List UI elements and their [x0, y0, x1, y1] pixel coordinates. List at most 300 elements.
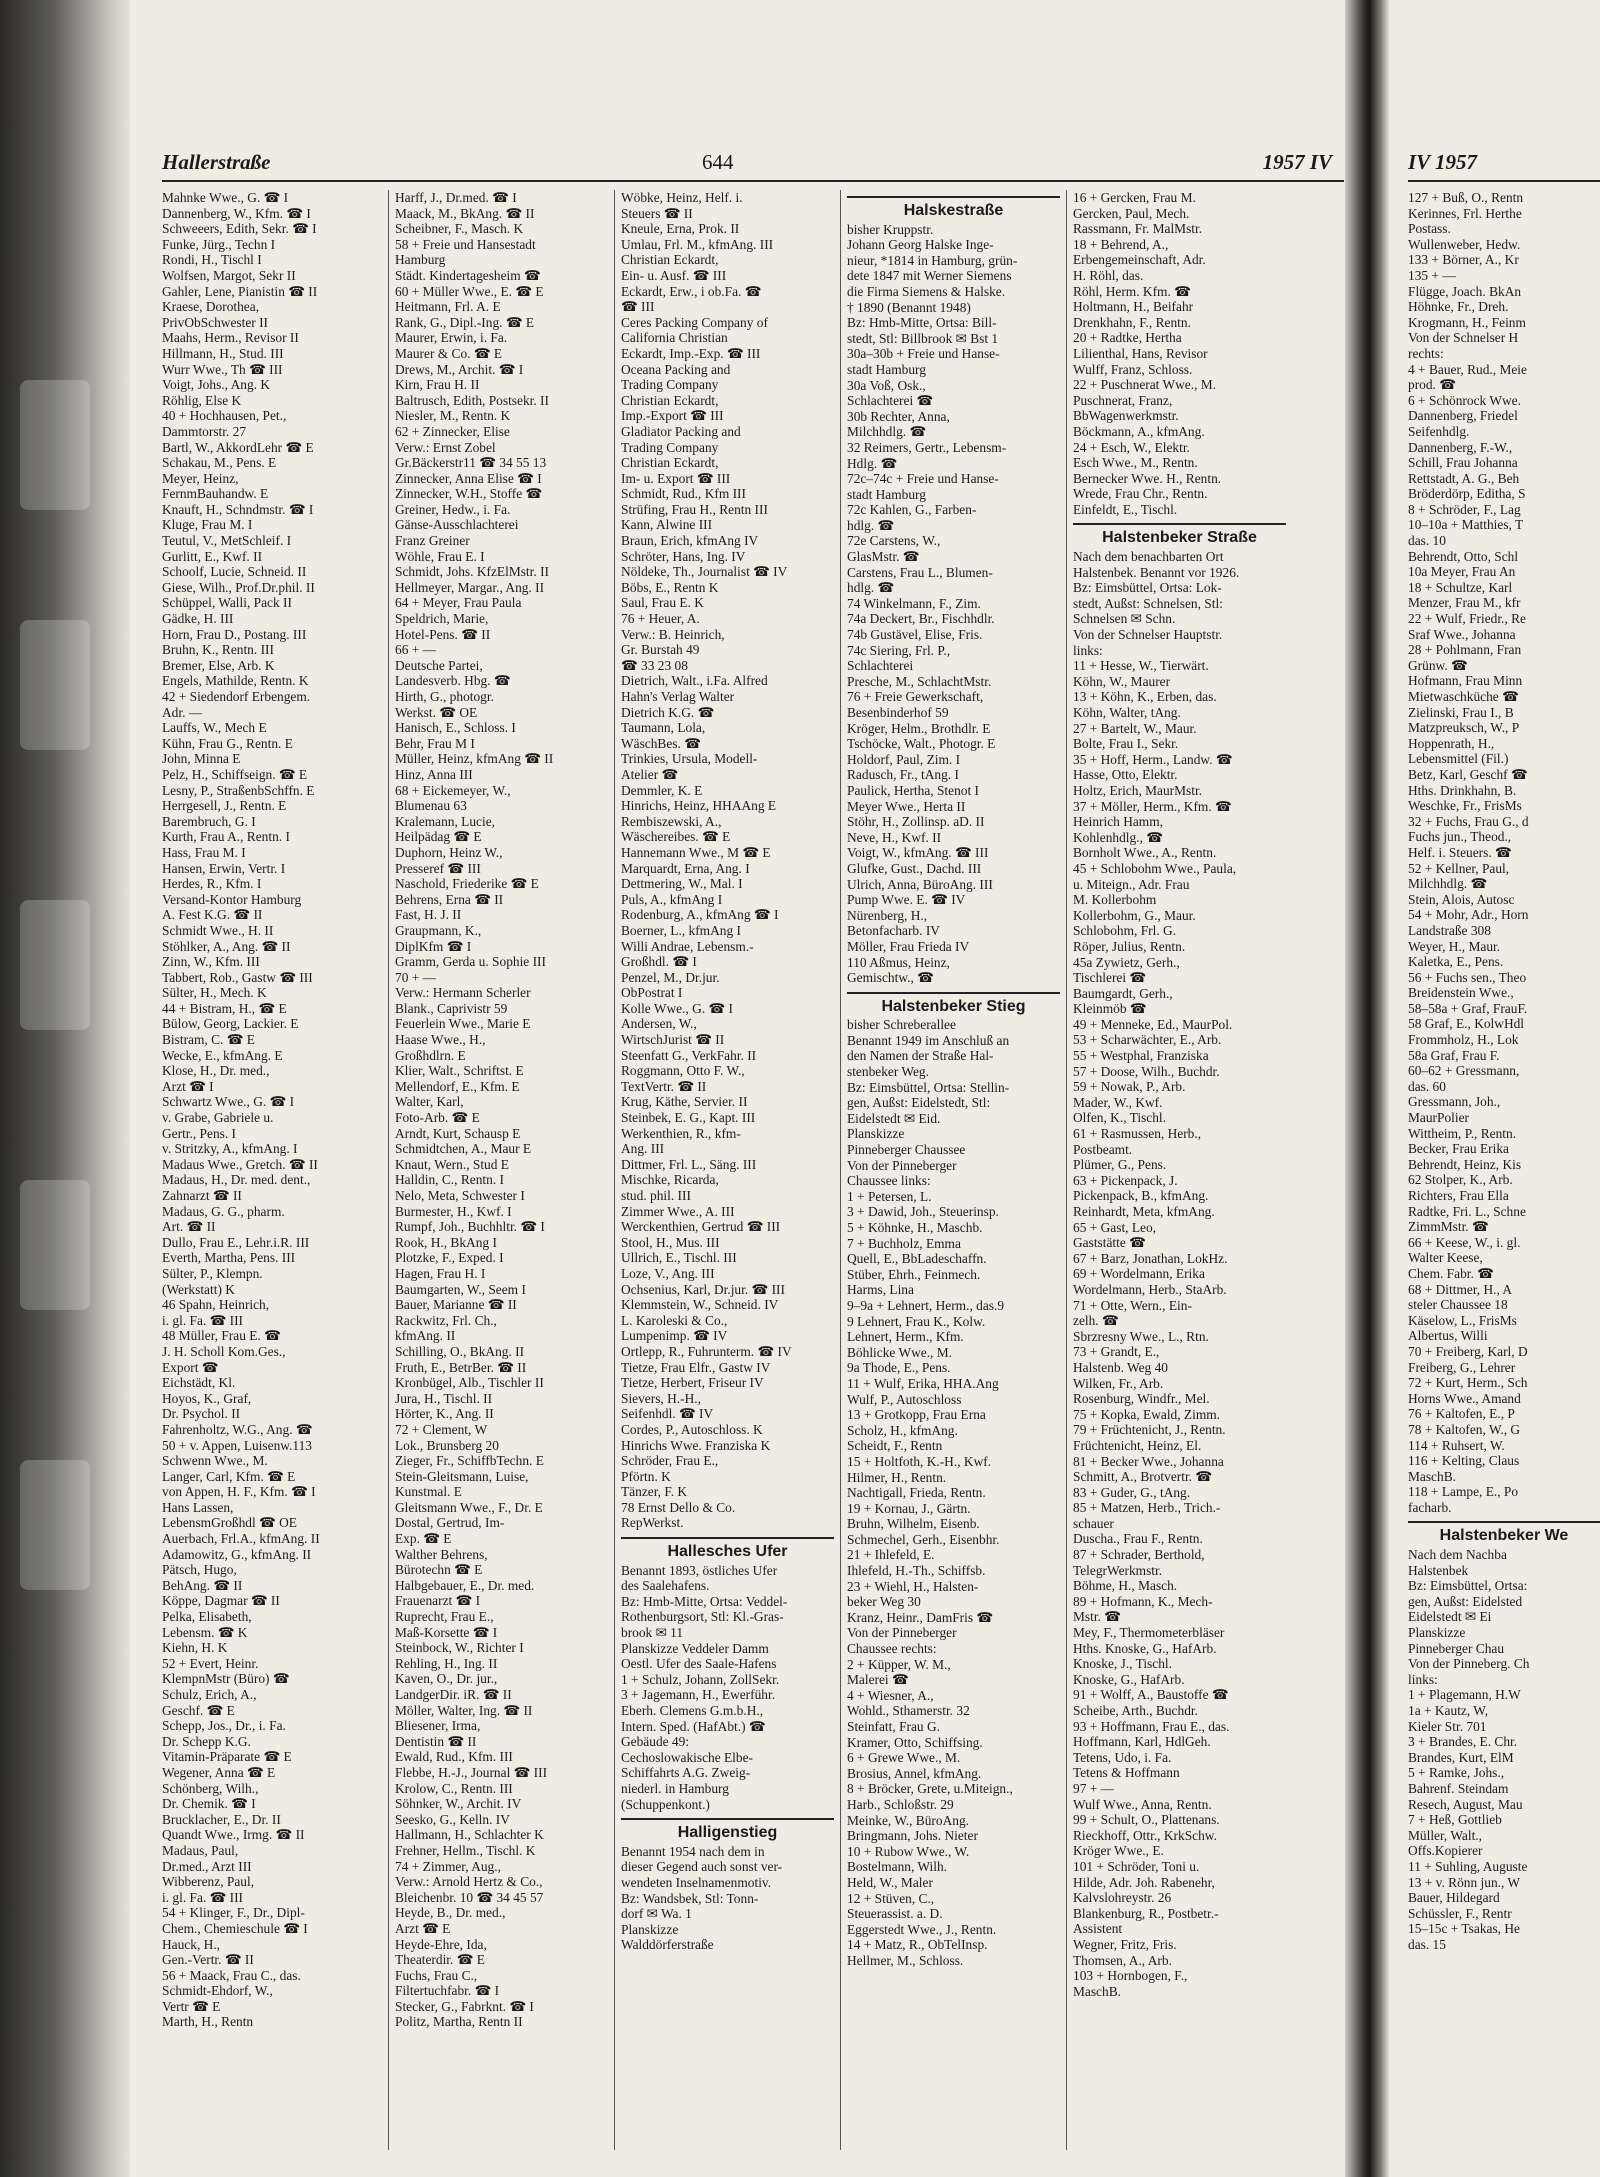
directory-entry-line: Bleichenbr. 10 ☎ 34 45 57 [395, 1889, 544, 1905]
directory-entry-line: Dostal, Gertrud, Im- [395, 1515, 505, 1531]
page-number: 644 [702, 150, 734, 174]
directory-entry-line: Hauck, H., [162, 1936, 221, 1952]
directory-entry-line: Gurlitt, E., Kwf. II [162, 548, 263, 564]
directory-entry-line: Gädke, H. III [162, 611, 234, 627]
directory-entry-line: Braun, Erich, kfmAng IV [621, 533, 759, 549]
directory-entry-line: Greiner, Hedw., i. Fa. [395, 501, 511, 517]
directory-entry-line: Lebensmittel (Fil.) [1408, 751, 1509, 767]
directory-entry-line: (Schuppenkont.) [621, 1796, 710, 1812]
directory-entry-line: 78 + Kaltofen, W., G [1408, 1421, 1521, 1437]
column-2 [388, 190, 614, 2150]
directory-entry-line: Dannenberg, F.-W., [1408, 439, 1513, 455]
directory-entry-line: Möller, Frau Frieda IV [847, 938, 970, 954]
directory-entry-line: Schmechel, Gerh., Eisenbhr. [847, 1531, 1000, 1547]
directory-entry-line: Geschf. ☎ E [162, 1702, 235, 1718]
directory-entry-line: Dietrich K.G. ☎ [621, 704, 715, 720]
directory-entry-line: Stein-Gleitsmann, Luise, [395, 1468, 529, 1484]
directory-entry-line: 5 + Köhnke, H., Maschb. [847, 1220, 983, 1235]
directory-entry-line: 1a + Kautz, W, [1408, 1703, 1489, 1718]
directory-entry-line: Kiehn, H. K [162, 1640, 228, 1656]
directory-entry-line: die Firma Siemens & Halske. [847, 283, 1006, 299]
directory-entry-line: 133 + Börner, A., Kr [1408, 252, 1519, 268]
directory-entry-line: Heitmann, Frl. A. E [395, 299, 501, 315]
directory-entry-line: Gr. Burstah 49 [621, 642, 700, 658]
directory-entry-line: Schönberg, Wilh., [162, 1780, 259, 1796]
directory-entry-line: Bz: Eimsbüttel, Ortsa: Stellin- [847, 1079, 1010, 1095]
directory-entry-line: Halstenb. Weg 40 [1073, 1359, 1168, 1375]
directory-entry-line: 45a Zywietz, Gerh., [1073, 954, 1180, 970]
directory-entry-line: Stüber, Ehrh., Feinmech. [847, 1266, 981, 1282]
directory-entry-line: Flebbe, H.-J., Journal ☎ III [395, 1764, 548, 1780]
directory-entry-line: Carstens, Frau L., Blumen- [847, 564, 993, 580]
binding-mark [20, 1180, 90, 1310]
directory-entry-line: Duscha., Frau F., Rentn. [1073, 1531, 1203, 1547]
directory-entry-line: Blankenburg, R., Postbetr.- [1073, 1905, 1219, 1921]
directory-entry-line: (Werkstatt) K [162, 1281, 235, 1297]
directory-entry-line: Heyde, B., Dr. med., [395, 1905, 506, 1921]
directory-entry-line: Schmidtchen, A., Maur E [395, 1141, 532, 1157]
directory-entry-line: Strüfing, Frau H., Rentn III [621, 501, 768, 517]
directory-entry-line: Held, W., Maler [847, 1874, 933, 1890]
directory-entry-line: Dittmer, Frl. L., Säng. III [621, 1156, 757, 1172]
directory-entry-line: Gen.-Vertr. ☎ II [162, 1952, 254, 1968]
directory-entry-line: 7 + Heß, Gottlieb [1408, 1812, 1502, 1828]
directory-entry-line: Maurer & Co. ☎ E [395, 345, 503, 361]
directory-entry-line: Fruth, E., BetrBer. ☎ II [395, 1359, 527, 1375]
directory-entry-line: Hans Lassen, [162, 1499, 234, 1515]
directory-entry-line: 22 + Wulf, Friedr., Re [1408, 611, 1526, 627]
directory-entry-line: 74b Gustävel, Elise, Fris. [847, 627, 983, 643]
directory-entry-line: Willi Andrae, Lebensm.- [621, 938, 754, 954]
directory-entry-line: Köhn, W., Maurer [1073, 673, 1171, 689]
street-section-title: Halskestraße [847, 196, 1060, 219]
directory-entry-line: TelegrWerkmstr. [1073, 1562, 1163, 1578]
directory-entry-line: GlasMstr. ☎ [847, 549, 920, 565]
directory-entry-line: Dentistin ☎ II [395, 1733, 477, 1749]
directory-entry-line: 10 + Rubow Wwe., W. [847, 1843, 970, 1859]
directory-entry-line: Sievers, H.-H., [621, 1390, 701, 1406]
directory-entry-line: Harb., Schloßstr. 29 [847, 1796, 954, 1812]
directory-entry-line: Fahrenholtz, W.G., Ang. ☎ [162, 1421, 313, 1437]
directory-entry-line: Sbrzresny Wwe., L., Rtn. [1073, 1328, 1209, 1344]
directory-entry-line: Schakau, M., Pens. E [162, 455, 277, 471]
directory-entry-line: Kunstmal. E [395, 1484, 462, 1500]
directory-entry-line: Holtmann, H., Beifahr [1073, 299, 1194, 315]
directory-entry-line: v. Stritzky, A., kfmAng. I [162, 1141, 298, 1157]
directory-entry-line: Behrendt, Heinz, Kis [1408, 1156, 1522, 1172]
directory-entry-line: 56 + Maack, Frau C., das. [162, 1967, 301, 1983]
directory-entry-line: Benannt 1954 nach dem in [621, 1843, 765, 1859]
directory-entry-line: Hellmeyer, Margar., Ang. II [395, 579, 545, 595]
directory-entry-line: Dammtorstr. 27 [162, 423, 247, 439]
directory-entry-line: Kühn, Frau G., Rentn. E [162, 735, 293, 751]
directory-entry-line: 76 + Freie Gewerkschaft, [847, 689, 984, 705]
directory-entry-line: 35 + Hoff, Herm., Landw. ☎ [1073, 751, 1233, 767]
directory-entry-line: Früchtenicht, Heinz, El. [1073, 1437, 1202, 1453]
directory-entry-line: Postbeamt. [1073, 1141, 1133, 1157]
directory-entry-line: Sraf Wwe., Johanna [1408, 626, 1516, 642]
directory-entry-line: Kann, Alwine III [621, 517, 713, 533]
directory-entry-line: Kralemann, Lucie, [395, 813, 496, 829]
directory-entry-line: 4 + Bauer, Rud., Meie [1408, 361, 1527, 377]
directory-entry-line: Gemischtw., ☎ [847, 970, 934, 986]
directory-entry-line: Heilpädag ☎ E [395, 829, 482, 845]
directory-entry-line: bisher Kruppstr. [847, 221, 934, 237]
binding-mark [20, 1460, 90, 1590]
directory-entry-line: Trading Company [621, 439, 719, 455]
directory-entry-line: Hansen, Erwin, Vertr. I [162, 860, 286, 876]
directory-entry-line: Bremer, Else, Arb. K [162, 657, 275, 673]
directory-entry-line: 56 + Fuchs sen., Theo [1408, 969, 1527, 985]
directory-entry-line: 15–15c + Tsakas, He [1408, 1921, 1520, 1937]
directory-entry-line: Glufke, Gust., Dachd. III [847, 860, 982, 876]
directory-entry-line: Grünw. ☎ [1408, 657, 1468, 673]
directory-entry-line: 24 + Esch, W., Elektr. [1073, 439, 1190, 455]
directory-entry-line: Bornholt Wwe., A., Rentn. [1073, 845, 1217, 861]
directory-entry-line: Betz, Karl, Geschf ☎ [1408, 766, 1528, 782]
directory-entry-line: dorf ✉ Wa. 1 [621, 1906, 692, 1922]
directory-entry-line: Richters, Frau Ella [1408, 1188, 1509, 1203]
street-heading: Hallerstraße [162, 150, 271, 174]
directory-entry-line: 93 + Hoffmann, Frau E., das. [1073, 1718, 1230, 1734]
directory-entry-line: 30b Rechter, Anna, [847, 408, 950, 424]
directory-entry-line: 13 + Köhn, K., Erben, das. [1073, 689, 1217, 705]
directory-entry-line: facharb. [1408, 1499, 1452, 1515]
directory-entry-line: 37 + Möller, Herm., Kfm. ☎ [1073, 798, 1232, 814]
directory-entry-line: Röhl, Herm. Kfm. ☎ [1073, 283, 1191, 299]
directory-entry-line: Art. ☎ II [162, 1219, 216, 1235]
directory-entry-line: LandgerDir. iR. ☎ II [395, 1687, 512, 1702]
directory-entry-line: Cordes, P., Autoschloss. K [621, 1421, 763, 1437]
directory-entry-line: Besenbinderhof 59 [847, 705, 949, 720]
directory-columns [162, 190, 1344, 2150]
directory-entry-line: Dr. Chemik. ☎ I [162, 1796, 256, 1812]
directory-entry-line: Rook, H., BkAng I [395, 1234, 497, 1250]
directory-entry-line: Planskizze [621, 1921, 679, 1937]
directory-entry-line: 67 + Barz, Jonathan, LokHz. [1073, 1250, 1228, 1266]
directory-entry-line: 3 + Brandes, E. Chr. [1408, 1734, 1518, 1750]
directory-entry-line: Wöbke, Heinz, Helf. i. [621, 190, 743, 205]
directory-entry-line: Madaus Wwe., Gretch. ☎ II [162, 1156, 318, 1172]
directory-entry-line: 62 + Zinnecker, Elise [395, 423, 510, 439]
directory-entry-line: Sülter, H., Mech. K [162, 985, 267, 1001]
directory-entry-line: Hths. Drinkhahn, B. [1408, 782, 1517, 798]
directory-entry-line: Wullenweber, Hedw. [1408, 236, 1521, 252]
directory-entry-line: 48 Müller, Frau E. ☎ [162, 1328, 281, 1344]
directory-entry-line: Eberh. Clemens G.m.b.H., [621, 1703, 764, 1718]
directory-entry-line: Fuchs, Frau C., [395, 1967, 478, 1983]
directory-entry-line: das. 60 [1408, 1078, 1446, 1094]
year-heading: 1957 IV [1262, 150, 1332, 174]
directory-entry-line: Mey, F., Thermometerbläser [1073, 1625, 1225, 1641]
directory-entry-line: Taumann, Lola, [621, 720, 706, 736]
directory-entry-line: Postass. [1408, 221, 1451, 237]
directory-entry-line: 54 + Klinger, F., Dr., Dipl- [162, 1905, 305, 1921]
directory-entry-line: Tietze, Frau Elfr., Gastw IV [621, 1359, 771, 1375]
directory-entry-line: Zinn, W., Kfm. III [162, 954, 260, 970]
directory-entry-line: 3 + Jagemann, H., Ewerführ. [621, 1687, 776, 1703]
binding-mark [20, 900, 90, 1030]
directory-entry-line: Tetens, Udo, i. Fa. [1073, 1749, 1172, 1765]
street-section-title: Halligenstieg [621, 1818, 834, 1841]
directory-entry-line: Bröderdörp, Editha, S [1408, 486, 1526, 502]
directory-entry-line: 22 + Puschnerat Wwe., M. [1073, 377, 1217, 393]
directory-entry-line: 65 + Gast, Leo, [1073, 1219, 1157, 1235]
directory-entry-line: Seifenhdlg. [1408, 423, 1470, 439]
directory-entry-line: Schulz, Erich, A., [162, 1687, 257, 1702]
directory-entry-line: John, Minna E [162, 751, 241, 767]
street-section-title: Hallesches Ufer [621, 1537, 834, 1560]
directory-entry-line: Resech, August, Mau [1408, 1796, 1523, 1812]
directory-entry-line: Foto-Arb. ☎ E [395, 1110, 480, 1126]
directory-entry-line: Franz Greiner [395, 533, 470, 549]
directory-entry-line: Ihlefeld, H.-Th., Schiffsb. [847, 1563, 986, 1579]
directory-entry-line: Zahnarzt ☎ II [162, 1188, 242, 1203]
directory-entry-line: 11 + Suhling, Auguste [1408, 1858, 1528, 1874]
directory-entry-line: Wibberenz, Paul, [162, 1874, 255, 1890]
directory-entry-line: Kröger, Helm., Brothdlr. E [847, 720, 991, 736]
directory-entry-line: Möller, Walter, Ing. ☎ II [395, 1702, 533, 1718]
directory-entry-line: H. Röhl, das. [1073, 267, 1144, 283]
directory-entry-line: Frauenarzt ☎ I [395, 1593, 481, 1609]
directory-entry-line: stadt Hamburg [847, 361, 926, 377]
directory-entry-line: Baumgarten, W., Seem I [395, 1281, 526, 1297]
directory-entry-line: Oceana Packing and [621, 361, 731, 377]
directory-entry-line: Schwartz Wwe., G. ☎ I [162, 1094, 295, 1110]
directory-entry-line: 72 + Clement, W [395, 1421, 488, 1437]
directory-entry-line: Höhnke, Fr., Dreh. [1408, 299, 1509, 315]
directory-entry-line: 75 + Kopka, Ewald, Zimm. [1073, 1406, 1221, 1422]
directory-entry-line: brook ✉ 11 [621, 1625, 684, 1641]
directory-entry-line: 62 Stolper, K., Arb. [1408, 1172, 1513, 1188]
directory-entry-line: BehAng. ☎ II [162, 1577, 243, 1593]
directory-entry-line: 55 + Westphal, Franziska [1073, 1048, 1209, 1064]
directory-entry-line: Dr.med., Arzt III [162, 1858, 252, 1874]
directory-entry-line: Versand-Kontor Hamburg [162, 891, 302, 907]
directory-entry-line: v. Grabe, Gabriele u. [162, 1110, 274, 1126]
directory-entry-line: Albertus, Willi [1408, 1328, 1488, 1344]
directory-entry-line: Bernecker Wwe. H., Rentn. [1073, 470, 1222, 486]
directory-entry-line: Rothenburgsort, Stl: Kl.-Gras- [621, 1609, 784, 1625]
directory-entry-line: Krolow, C., Rentn. III [395, 1780, 513, 1796]
directory-entry-line: 27 + Bartelt, W., Maur. [1073, 720, 1197, 736]
directory-entry-line: 18 + Behrend, A., [1073, 236, 1169, 252]
directory-entry-line: Nach dem benachbarten Ort [1073, 549, 1224, 565]
directory-entry-line: 68 + Dittmer, H., A [1408, 1281, 1513, 1297]
directory-entry-line: 13 + v. Rönn jun., W [1408, 1874, 1521, 1890]
directory-entry-line: KlempnMstr (Büro) ☎ [162, 1671, 290, 1687]
directory-entry-line: Ruprecht, Frau E., [395, 1609, 494, 1625]
directory-entry-line: Von der Schnelser H [1408, 330, 1519, 346]
directory-entry-line: 21 + Ihlefeld, E. [847, 1547, 935, 1563]
directory-entry-line: Rodenburg, A., kfmAng ☎ I [621, 907, 779, 923]
directory-entry-line: Klier, Walt., Schriftst. E [395, 1063, 524, 1079]
directory-entry-line: Oestl. Ufer des Saale-Hafens [621, 1656, 777, 1672]
directory-entry-line: Landesverb. Hbg. ☎ [395, 673, 511, 689]
directory-entry-line: Tietze, Herbert, Friseur IV [621, 1375, 764, 1391]
directory-entry-line: 52 + Evert, Heinr. [162, 1655, 259, 1671]
directory-entry-line: Rehling, H., Ing. II [395, 1655, 498, 1671]
directory-entry-line: Bruhn, Wilhelm, Eisenb. [847, 1516, 980, 1532]
directory-entry-line: Rettstadt, A. G., Beh [1408, 470, 1520, 486]
directory-entry-line: Exp. ☎ E [395, 1531, 452, 1547]
directory-entry-line: Plotzke, F., Exped. I [395, 1250, 504, 1266]
directory-entry-line: Köhn, Walter, tAng. [1073, 705, 1181, 720]
directory-entry-line: Schmidt, Johs. KfzElMstr. II [395, 564, 549, 580]
directory-entry-line: 57 + Doose, Wilh., Buchdr. [1073, 1063, 1220, 1079]
directory-entry-line: California Christian [621, 330, 728, 346]
directory-entry-line: Dannenberg, W., Kfm. ☎ I [162, 205, 311, 221]
directory-entry-line: Helf. i. Steuers. ☎ [1408, 844, 1512, 860]
directory-entry-line: Halstenbek. Benannt vor 1926. [1073, 564, 1240, 580]
directory-entry-line: Einfeldt, E., Tischl. [1073, 501, 1178, 517]
directory-entry-line: Everth, Martha, Pens. III [162, 1250, 296, 1266]
directory-entry-line: Becker, Frau Erika [1408, 1141, 1509, 1157]
directory-entry-line: 15 + Holtfoth, K.-H., Kwf. [847, 1453, 992, 1469]
directory-entry-line: Theaterdir. ☎ E [395, 1952, 485, 1968]
directory-entry-line: 20 + Radtke, Hertha [1073, 330, 1182, 346]
directory-entry-line: Neve, H., Kwf. II [847, 829, 942, 845]
directory-entry-line: 11 + Hesse, W., Tierwärt. [1073, 658, 1209, 674]
directory-entry-line: Hoyos, K., Graf, [162, 1390, 252, 1406]
directory-entry-line: Maack, M., BkAng. ☎ II [395, 205, 535, 221]
directory-entry-line: Quandt Wwe., Irmg. ☎ II [162, 1827, 305, 1843]
directory-entry-line: Planskizze [847, 1126, 905, 1142]
directory-entry-line: Hirth, G., photogr. [395, 689, 494, 704]
directory-entry-line: Schmidt Wwe., H. II [162, 922, 274, 938]
directory-entry-line: 45 + Schlobohm Wwe., Paula, [1073, 860, 1237, 876]
directory-entry-line: Wegener, Anna ☎ E [162, 1764, 276, 1780]
directory-entry-line: Bahrenf. Steindam [1408, 1780, 1509, 1796]
directory-entry-line: Bz: Hmb-Mitte, Ortsa: Veddel- [621, 1593, 788, 1609]
directory-entry-line: Chem., Chemieschule ☎ I [162, 1920, 308, 1936]
directory-entry-line: Hahn's Verlag Walter [621, 689, 735, 704]
directory-entry-line: Von der Pinneberger [847, 1625, 957, 1641]
directory-entry-line: 10–10a + Matthies, T [1408, 517, 1524, 533]
directory-entry-line: Malerei ☎ [847, 1672, 909, 1688]
directory-entry-line: Schoolf, Lucie, Schneid. II [162, 564, 307, 580]
directory-entry-line: Gr.Bäckerstr11 ☎ 34 55 13 [395, 455, 547, 471]
directory-entry-line: 49 + Menneke, Ed., MaurPol. [1073, 1016, 1233, 1032]
directory-entry-line: Steinbek, E. G., Kapt. III [621, 1110, 756, 1126]
directory-entry-line: Wöhle, Frau E. I [395, 548, 485, 564]
directory-entry-line: Böhlicke Wwe., M. [847, 1344, 952, 1360]
directory-entry-line: Menzer, Frau M., kfr [1408, 595, 1521, 611]
directory-entry-line: Stool, H., Mus. III [621, 1234, 720, 1250]
directory-entry-line: Lebensm. ☎ K [162, 1624, 248, 1640]
directory-entry-line: J. H. Scholl Kom.Ges., [162, 1343, 286, 1359]
directory-entry-line: Kieler Str. 701 [1408, 1718, 1487, 1734]
directory-entry-line: Gertr., Pens. I [162, 1125, 237, 1141]
directory-entry-line: Schill, Frau Johanna [1408, 455, 1518, 471]
directory-entry-line: Arzt ☎ E [395, 1920, 451, 1936]
directory-entry-line: Meyer Wwe., Herta II [847, 798, 966, 814]
directory-entry-line: Gänse-Ausschlachterei [395, 517, 519, 533]
directory-entry-line: stedt, Stl: Billbrook ✉ Bst 1 [847, 330, 999, 346]
directory-entry-line: Hillmann, H., Stud. III [162, 345, 284, 361]
binding-mark [20, 620, 90, 750]
directory-entry-line: Boerner, L., kfmAng I [621, 922, 741, 938]
directory-entry-line: Heinrich Hamm, [1073, 814, 1163, 830]
directory-entry-line: Müller, Walt., [1408, 1827, 1483, 1843]
directory-entry-line: rechts: [1408, 345, 1444, 361]
directory-entry-line: Verw.: Ernst Zobel [395, 439, 496, 455]
directory-entry-line: 103 + Hornbogen, F., [1073, 1968, 1188, 1984]
directory-entry-line: Schüppel, Walli, Pack II [162, 595, 292, 611]
directory-entry-line: Wolfsen, Margot, Sekr II [162, 267, 296, 283]
directory-entry-line: Krug, Käthe, Servier. II [621, 1094, 748, 1110]
directory-entry-line: Pinneberger Chau [1408, 1640, 1505, 1656]
directory-entry-line: MaurPolier [1408, 1110, 1469, 1126]
directory-entry-line: Hannemann Wwe., M ☎ E [621, 844, 771, 860]
directory-entry-line: Walddörferstraße [621, 1937, 714, 1953]
directory-entry-line: Niesler, M., Rentn. K [395, 408, 511, 424]
directory-entry-line: Arndt, Kurt, Schausp E [395, 1125, 521, 1141]
adjacent-column [1408, 190, 1600, 1953]
directory-entry-line: Werkenthien, R., kfm- [621, 1125, 741, 1141]
directory-entry-line: Ullrich, E., Tischl. III [621, 1250, 737, 1266]
directory-entry-line: Frehner, Hellm., Tischl. K [395, 1842, 536, 1858]
directory-entry-line: Vertr ☎ E [162, 1998, 221, 2014]
directory-entry-line: Kurth, Frau A., Rentn. I [162, 829, 290, 845]
directory-entry-line: Christian Eckardt, [621, 252, 719, 268]
directory-entry-line: LebensmGroßhdl ☎ OE [162, 1515, 297, 1531]
directory-entry-line: Blank., Caprivistr 59 [395, 1000, 508, 1016]
directory-entry-line: stadt Hamburg [847, 486, 926, 502]
directory-entry-line: stenbeker Weg. [847, 1064, 929, 1080]
directory-entry-line: Bringmann, Johs. Nieter [847, 1828, 978, 1844]
directory-entry-line: Marquardt, Erna, Ang. I [621, 860, 750, 876]
directory-entry-line: 76 + Kaltofen, E., P [1408, 1406, 1515, 1422]
directory-entry-line: Walter, Karl, [395, 1094, 464, 1110]
directory-entry-line: Hilde, Adr. Joh. Rabenehr, [1073, 1874, 1215, 1890]
directory-entry-line: 5 + Ramke, Johs., [1408, 1765, 1505, 1781]
directory-entry-line: Bz: Eimsbüttel, Ortsa: Lok- [1073, 580, 1222, 596]
directory-entry-line: Seifenhdl. ☎ IV [621, 1406, 714, 1422]
directory-entry-line: Klemmstein, W., Schneid. IV [621, 1297, 779, 1313]
directory-entry-line: Bauer, Hildegard [1408, 1890, 1500, 1906]
directory-entry-line: Harff, J., Dr.med. ☎ I [395, 190, 517, 205]
directory-entry-line: 72c Kahlen, G., Farben- [847, 502, 977, 518]
directory-entry-line: niederl. in Hamburg [621, 1780, 729, 1796]
directory-entry-line: Nach dem Nachba [1408, 1547, 1507, 1563]
directory-entry-line: 72c–74c + Freie und Hanse- [847, 471, 999, 487]
directory-entry-line: BbWagenwerkmstr. [1073, 408, 1179, 424]
directory-entry-line: Bistram, C. ☎ E [162, 1032, 255, 1048]
directory-entry-line: i. gl. Fa. ☎ III [162, 1312, 244, 1328]
directory-entry-line: Köppe, Dagmar ☎ II [162, 1593, 280, 1609]
directory-entry-line: L. Karoleski & Co., [621, 1312, 728, 1328]
directory-entry-line: 60–62 + Gressmann, [1408, 1063, 1520, 1079]
directory-entry-line: Eckardt, Imp.-Exp. ☎ III [621, 345, 761, 361]
directory-entry-line: Tabbert, Rob., Gastw ☎ III [162, 969, 313, 985]
directory-entry-line: Scheidt, F., Rentn [847, 1438, 943, 1454]
directory-entry-line: Dullo, Frau E., Lehr.i.R. III [162, 1234, 310, 1250]
directory-entry-line: Baumgardt, Gerh., [1073, 985, 1173, 1001]
directory-entry-line: Rackwitz, Frl. Ch., [395, 1312, 497, 1328]
directory-entry-line: Kaletka, E., Pens. [1408, 954, 1504, 970]
directory-entry-line: Dettmering, W., Mal. I [621, 876, 743, 892]
directory-entry-line: Halbgebauer, E., Dr. med. [395, 1577, 535, 1593]
directory-entry-line: steler Chaussee 18 [1408, 1297, 1508, 1313]
directory-entry-line: das. 10 [1408, 533, 1446, 549]
directory-entry-line: Müller, Heinz, kfmAng ☎ II [395, 751, 554, 767]
directory-entry-line: Großhdl. ☎ I [621, 954, 697, 970]
directory-entry-line: Rembiszewski, A., [621, 813, 722, 829]
directory-entry-line: Flügge, Joach. BkAn [1408, 283, 1522, 299]
directory-entry-line: 9 Lehnert, Frau K., Kolw. [847, 1313, 986, 1329]
directory-entry-line: Bartl, W., AkkordLehr ☎ E [162, 439, 314, 455]
